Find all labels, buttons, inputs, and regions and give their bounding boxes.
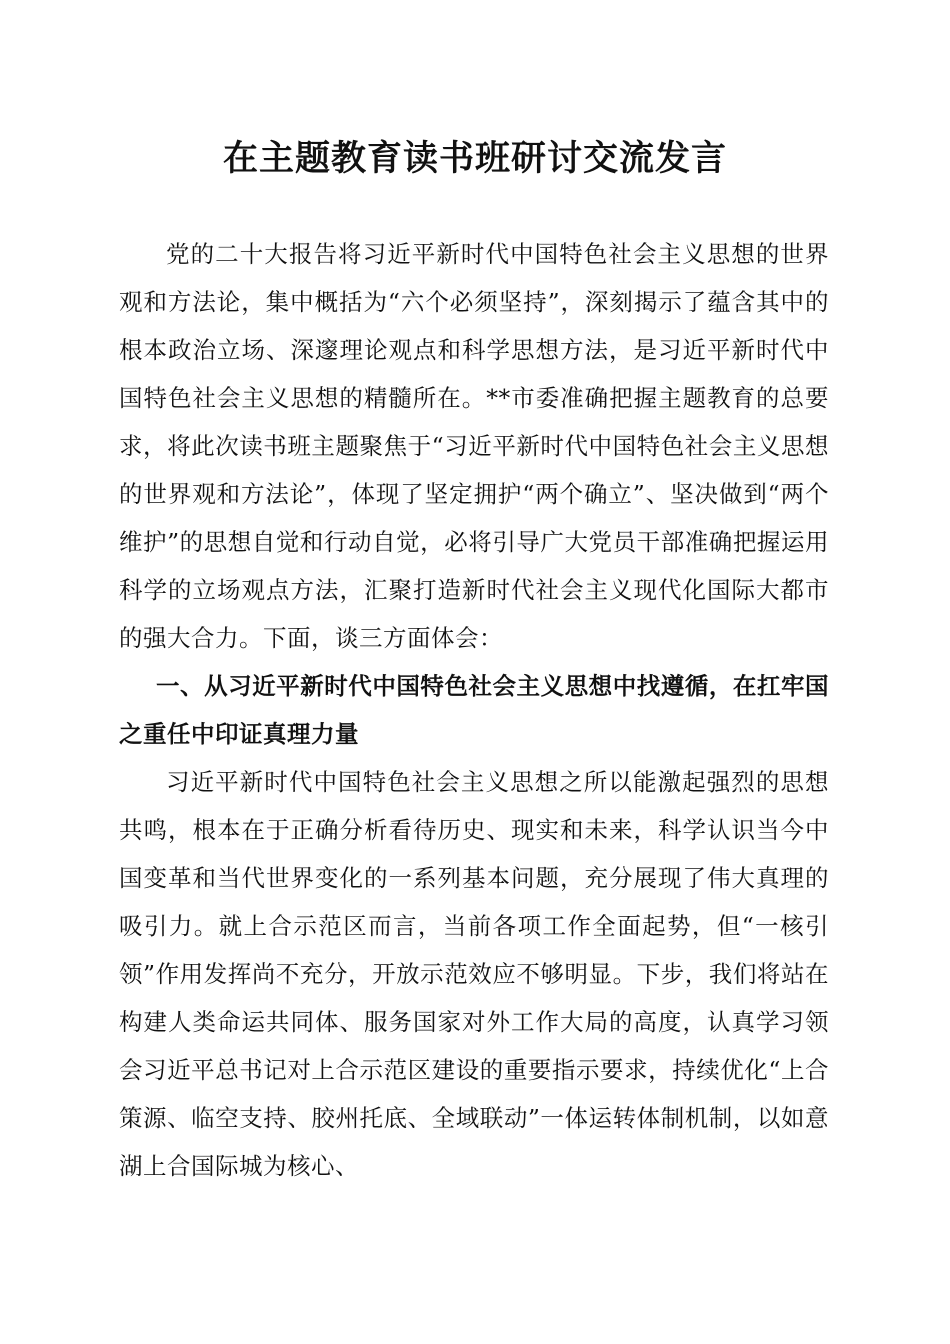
- intro-paragraph: 党的二十大报告将习近平新时代中国特色社会主义思想的世界观和方法论，集中概括为“六个必须坚持”，深刻揭示了蕴含其中的根本政治立场、深邃理论观点和科学思想方法，是习近平新时代中国特色社会主义思想的精髓所在。**市委准确把握主题教育的总要求，将此次读书班主题聚焦于“习近平新时代中国特色社会主义思想的世界观和方法论”，体现了坚定拥护“两个确立”、坚决做到“两个维护”的思想自觉和行动自觉，必将引导广大党员干部准确把握运用科学的立场观点方法，汇聚打造新时代社会主义现代化国际大都市的强大合力。下面，谈三方面体会：: [119, 240, 829, 652]
- section-heading-1: 一、从习近平新时代中国特色社会主义思想中找遵循，在扛牢国之重任中印证真理力量: [119, 672, 829, 748]
- document-title: 在主题教育读书班研讨交流发言: [222, 139, 727, 179]
- document-body: [119, 230, 829, 1190]
- section-1-paragraph: 习近平新时代中国特色社会主义思想之所以能激起强烈的思想共鸣，根本在于正确分析看待历史、现实和未来，科学认识当今中国变革和当代世界变化的一系列基本问题，充分展现了伟大真理的吸引力。就上合示范区而言，当前各项工作全面起势，但“一核引领”作用发挥尚不充分，开放示范效应不够明显。下步，我们将站在构建人类命运共同体、服务国家对外工作大局的高度，认真学习领会习近平总书记对上合示范区建设的重要指示要求，持续优化“上合策源、临空支持、胶州托底、全域联动”一体运转体制机制，以如意湖上合国际城为核心、: [119, 768, 829, 1180]
